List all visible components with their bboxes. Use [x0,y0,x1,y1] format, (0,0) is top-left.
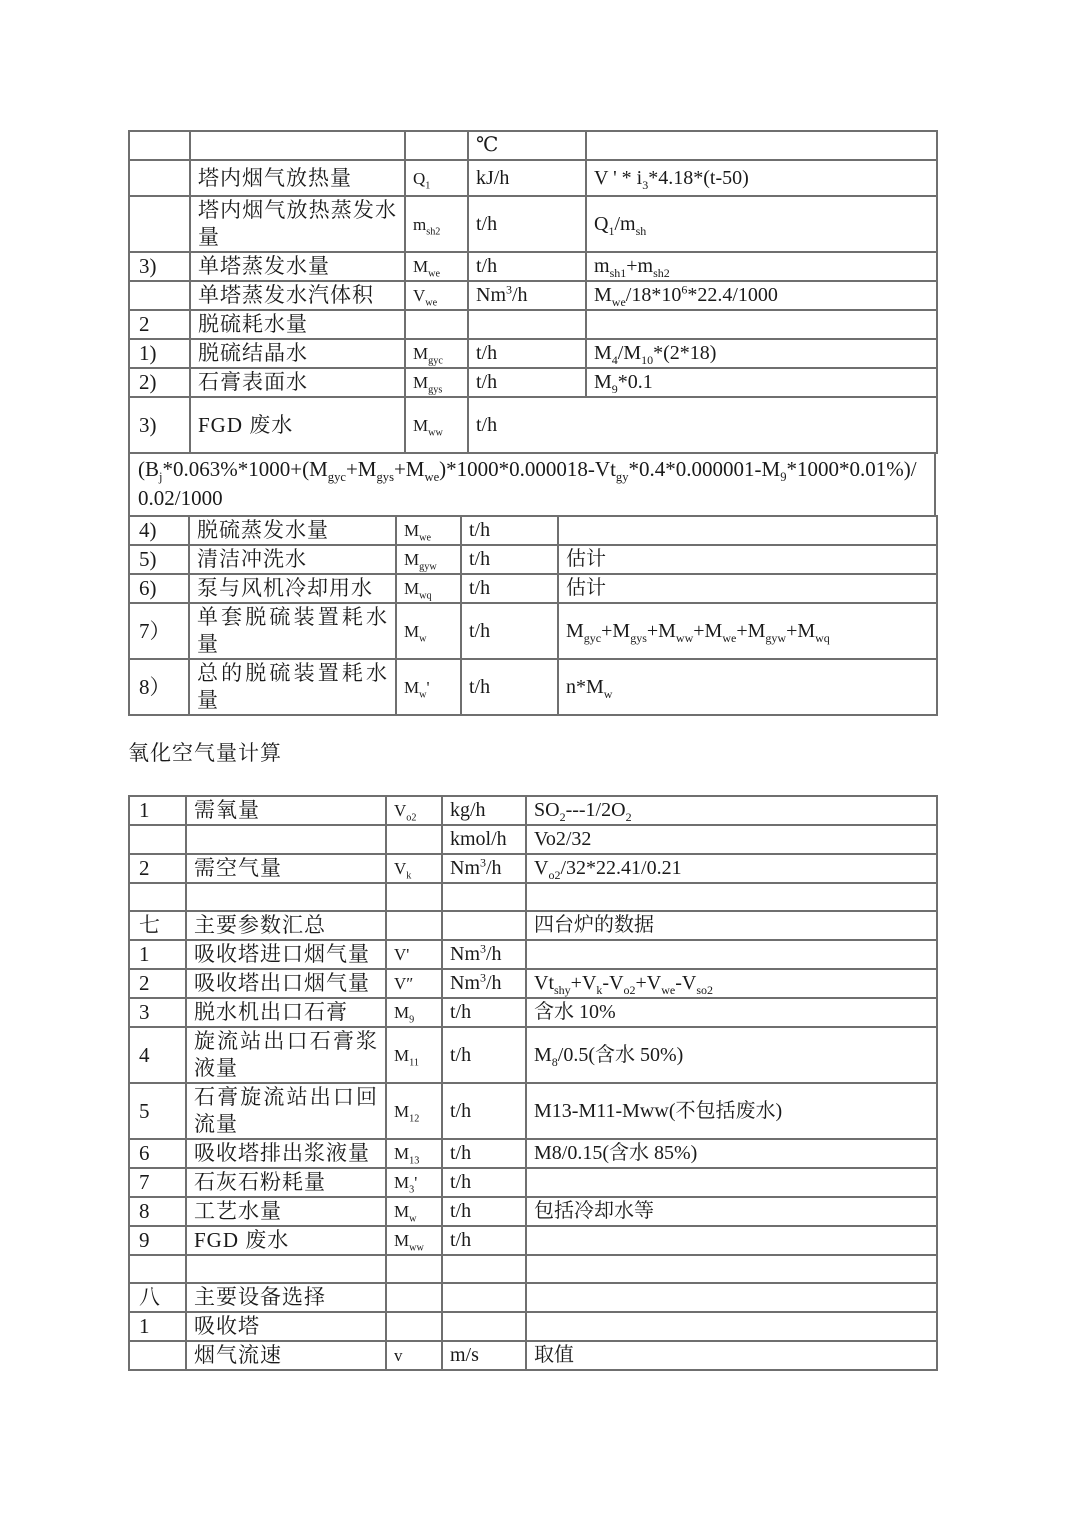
formula-cell: $m_{sh1}+m_{sh2}$ [586,252,937,281]
table-row [129,252,937,281]
unit-cell: m/s [442,1341,526,1370]
symbol-cell: $M_w$ [386,1197,442,1226]
unit-cell: t/h [442,1083,526,1139]
unit-cell [442,1255,526,1283]
row-number-cell: 4) [129,516,189,545]
table-row [129,281,937,310]
unit-cell: kJ/h [468,160,586,196]
unit-cell: t/h [442,998,526,1027]
unit-cell [442,883,526,911]
row-number-cell: 1 [129,940,186,969]
table-row [129,1139,937,1168]
symbol-cell: $V_k$ [386,854,442,883]
item-name-cell: 吸收塔排出浆液量 [186,1139,386,1168]
row-number-cell [129,1341,186,1370]
row-number-cell [129,196,190,252]
formula-cell: $M_9*0.1$ [586,368,937,397]
symbol-cell: $M_w'$ [396,659,461,715]
row-number-cell: 3) [129,252,190,281]
row-number-cell: 3) [129,397,190,453]
symbol-cell: V' [386,940,442,969]
symbol-cell: $m_{sh2}$ [405,196,468,252]
formula-cell [526,940,937,969]
formula-cell: $M_{gyc}+M_{gys}+M_{ww}+M_{we}+M_{gyw}+M_{wq}$ [558,603,937,659]
table-row [129,545,937,574]
table-row [129,969,937,998]
water-balance-table-lower [128,515,938,716]
table-row [129,131,937,160]
item-name-cell [186,883,386,911]
formula-cell: $SO_2---1/2O_2$ [526,796,937,825]
symbol-cell: $M_{12}$ [386,1083,442,1139]
formula-cell: 四台炉的数据 [526,911,937,940]
symbol-cell: v [386,1341,442,1370]
item-name-cell: 吸收塔出口烟气量 [186,969,386,998]
symbol-cell: $M_{ww}$ [405,397,468,453]
formula-cell: 取值 [526,1341,937,1370]
item-name-cell: 主要参数汇总 [186,911,386,940]
unit-cell: t/h [442,1139,526,1168]
formula-cell: $n*M_w$ [558,659,937,715]
water-balance-table-upper-body [129,131,937,453]
formula-cell: $V_{o2}/32*22.41/0.21$ [526,854,937,883]
symbol-cell [405,131,468,160]
unit-cell [468,310,586,339]
table-row [129,397,937,453]
table-row [129,1168,937,1197]
unit-cell: t/h [442,1027,526,1083]
unit-cell: t/h [442,1168,526,1197]
item-name-cell: 单套脱硫装置耗水量 [189,603,396,659]
symbol-cell: $M_{gyw}$ [396,545,461,574]
unit-cell: t/h [442,1226,526,1255]
symbol-cell: V″ [386,969,442,998]
fgd-wastewater-formula: $(B_j*0.063\%*1000+(M_{gyc}+M_{gys}+M_{we})*1000*0.000018-Vt_{gy}*0.4*0.000001-M_9*1000*0.01\%)/0.02/1000$ [128,454,936,515]
formula-cell: 含水 10% [526,998,937,1027]
row-number-cell: 2 [129,310,190,339]
formula-cell: $M_{we}/18*10^6*22.4/1000$ [586,281,937,310]
item-name-cell: 需氧量 [186,796,386,825]
formula-cell: $Vt_{shy}+V_k-V_{o2}+V_{we}-V_{so2}$ [526,969,937,998]
row-number-cell: 6) [129,574,189,603]
item-name-cell [190,131,405,160]
row-number-cell [129,281,190,310]
table-row [129,1312,937,1341]
table-row [129,1226,937,1255]
symbol-cell: $V_{we}$ [405,281,468,310]
unit-cell: t/h [468,339,586,368]
unit-cell: t/h [468,368,586,397]
formula-cell: $M_4/M_{10}*(2*18)$ [586,339,937,368]
row-number-cell: 1) [129,339,190,368]
table-row [129,1197,937,1226]
row-number-cell: 9 [129,1226,186,1255]
formula-cell: 包括冷却水等 [526,1197,937,1226]
unit-cell: t/h [461,659,558,715]
unit-cell: t/h [461,603,558,659]
row-number-cell: 8 [129,1197,186,1226]
item-name-cell: 塔内烟气放热量 [190,160,405,196]
formula-cell [586,131,937,160]
table-row [129,1083,937,1139]
unit-cell [442,1312,526,1341]
row-number-cell: 7 [129,1168,186,1197]
row-number-cell [129,131,190,160]
symbol-cell [386,911,442,940]
item-name-cell: 主要设备选择 [186,1283,386,1312]
symbol-cell [386,883,442,911]
row-number-cell [129,160,190,196]
table-row [129,1341,937,1370]
water-balance-table-lower-body [129,516,937,715]
table-row [129,1255,937,1283]
unit-cell [442,1283,526,1312]
table-row [129,659,937,715]
oxidation-air-table [128,795,938,1371]
item-name-cell: 脱硫耗水量 [190,310,405,339]
row-number-cell: 4 [129,1027,186,1083]
item-name-cell: 吸收塔进口烟气量 [186,940,386,969]
item-name-cell: FGD 废水 [190,397,405,453]
row-number-cell [129,1255,186,1283]
symbol-cell: $M_{we}$ [396,516,461,545]
water-balance-table-upper [128,130,938,454]
row-number-cell: 2 [129,969,186,998]
item-name-cell: 烟气流速 [186,1341,386,1370]
formula-cell [526,1312,937,1341]
row-number-cell: 2 [129,854,186,883]
table-row [129,160,937,196]
formula-cell: M8/0.15(含水 85%) [526,1139,937,1168]
symbol-cell: $M_{ww}$ [386,1226,442,1255]
formula-cell [526,1168,937,1197]
unit-cell: Nm$^3$/h [442,940,526,969]
symbol-cell: $M_w$ [396,603,461,659]
table-row [129,825,937,854]
item-name-cell: 清洁冲洗水 [189,545,396,574]
formula-cell [526,883,937,911]
item-name-cell: 工艺水量 [186,1197,386,1226]
row-number-cell [129,825,186,854]
symbol-cell [405,310,468,339]
table-row [129,574,937,603]
water-consumption-table-group [128,130,1080,716]
symbol-cell [386,1312,442,1341]
table-row [129,1027,937,1083]
item-name-cell: 旋流站出口石膏浆液量 [186,1027,386,1083]
item-name-cell: 石膏表面水 [190,368,405,397]
formula-cell: $M_8/0.5$(含水 50%) [526,1027,937,1083]
item-name-cell: 泵与风机冷却用水 [189,574,396,603]
row-number-cell: 5 [129,1083,186,1139]
unit-cell: Nm$^3$/h [468,281,586,310]
table-row [129,911,937,940]
symbol-cell: $V_{o2}$ [386,796,442,825]
item-name-cell: 石膏旋流站出口回流量 [186,1083,386,1139]
unit-cell: t/h [461,574,558,603]
item-name-cell [186,1255,386,1283]
formula-cell [586,310,937,339]
table-row [129,603,937,659]
row-number-cell: 1 [129,1312,186,1341]
unit-cell: t/h [468,252,586,281]
formula-cell: Vo2/32 [526,825,937,854]
formula-cell [558,516,937,545]
symbol-cell: $M_{we}$ [405,252,468,281]
section-title: 氧化空气量计算 [128,741,282,765]
table-row [129,796,937,825]
unit-cell: Nm$^3$/h [442,854,526,883]
item-name-cell: 需空气量 [186,854,386,883]
formula-cell [526,1283,937,1312]
unit-cell: ℃ [468,131,586,160]
formula-cell [526,1255,937,1283]
row-number-cell: 2) [129,368,190,397]
row-number-cell: 3 [129,998,186,1027]
item-name-cell [186,825,386,854]
table-row [129,339,937,368]
item-name-cell: 总的脱硫装置耗水量 [189,659,396,715]
row-number-cell: 5) [129,545,189,574]
row-number-cell [129,883,186,911]
row-number-cell: 八 [129,1283,186,1312]
row-number-cell: 七 [129,911,186,940]
symbol-cell: $M_3'$ [386,1168,442,1197]
item-name-cell: 单塔蒸发水汽体积 [190,281,405,310]
table-row [129,883,937,911]
formula-cell: 估计 [558,574,937,603]
symbol-cell [386,825,442,854]
table-row [129,854,937,883]
unit-cell: t/h [468,196,586,252]
table-row [129,310,937,339]
row-number-cell: 1 [129,796,186,825]
formula-cell: 估计 [558,545,937,574]
symbol-cell: $M_9$ [386,998,442,1027]
row-number-cell: 7） [129,603,189,659]
item-name-cell: FGD 废水 [186,1226,386,1255]
formula-cell: V ' * $i_3*4.18*(t-50)$ [586,160,937,196]
table-row [129,998,937,1027]
symbol-cell: $M_{gyc}$ [405,339,468,368]
formula-cell: M13-M11-Mww(不包括废水) [526,1083,937,1139]
symbol-cell: $M_{13}$ [386,1139,442,1168]
item-name-cell: 脱水机出口石膏 [186,998,386,1027]
symbol-cell: $M_{gys}$ [405,368,468,397]
table-row [129,196,937,252]
unit-cell: t/h [461,516,558,545]
item-name-cell: 吸收塔 [186,1312,386,1341]
unit-cell: t/h [442,1197,526,1226]
symbol-cell [386,1283,442,1312]
symbol-cell: $Q_1$ [405,160,468,196]
oxidation-air-table-body [129,796,937,1370]
item-name-cell: 单塔蒸发水量 [190,252,405,281]
formula-cell [526,1226,937,1255]
item-name-cell: 脱硫蒸发水量 [189,516,396,545]
table-row [129,368,937,397]
table-row [129,516,937,545]
item-name-cell: 塔内烟气放热蒸发水量 [190,196,405,252]
item-name-cell: 脱硫结晶水 [190,339,405,368]
unit-cell [442,911,526,940]
unit-cell: Nm$^3$/h [442,969,526,998]
unit-cell: kmol/h [442,825,526,854]
row-number-cell: 6 [129,1139,186,1168]
unit-cell: kg/h [442,796,526,825]
unit-cell: t/h [461,545,558,574]
symbol-cell: $M_{11}$ [386,1027,442,1083]
table-row [129,940,937,969]
row-number-cell: 8） [129,659,189,715]
table-row [129,1283,937,1312]
item-name-cell: 石灰石粉耗量 [186,1168,386,1197]
formula-cell: $Q_1/m_{sh}$ [586,196,937,252]
symbol-cell [386,1255,442,1283]
symbol-cell: $M_{wq}$ [396,574,461,603]
unit-cell: t/h [468,397,937,453]
